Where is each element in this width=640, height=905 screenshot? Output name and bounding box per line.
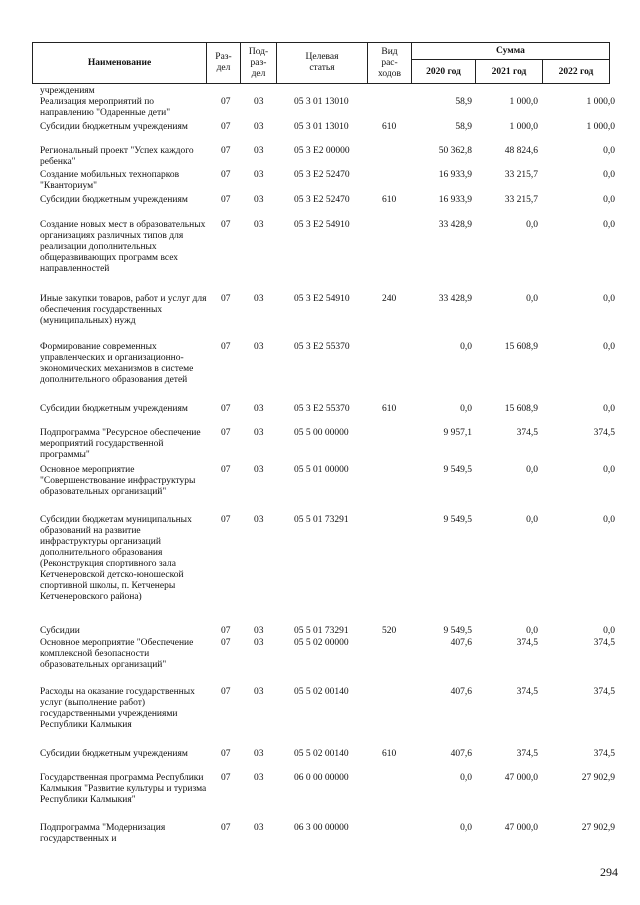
row-celevaya: 05 3 E2 54910	[294, 220, 350, 230]
row-2020: 16 933,9	[438, 170, 472, 180]
row-celevaya: 05 5 01 00000	[294, 465, 349, 475]
table-header	[32, 42, 610, 84]
row-name: Расходы на оказание государственных услуг (выполнение работ) государственными учреждениями Республики Калмыкия	[40, 687, 195, 730]
row-podrazdel: 03	[254, 195, 264, 205]
row-2021: 15 608,9	[504, 404, 538, 414]
row-2021: 374,5	[516, 687, 538, 697]
row-2022: 374,5	[593, 638, 615, 648]
row-razdel: 07	[221, 404, 231, 414]
row-2021: 47 000,0	[504, 823, 538, 833]
row-celevaya: 05 5 02 00140	[294, 687, 349, 697]
row-razdel: 07	[221, 465, 231, 475]
row-razdel: 07	[221, 638, 231, 648]
row-2021: 15 608,9	[504, 342, 538, 352]
row-podrazdel: 03	[254, 122, 264, 132]
row-podrazdel: 03	[254, 170, 264, 180]
row-celevaya: 05 5 00 00000	[294, 428, 349, 438]
row-podrazdel: 03	[254, 687, 264, 697]
row-2021: 0,0	[526, 515, 538, 525]
row-vid: 610	[382, 195, 397, 205]
row-celevaya: 05 3 E2 52470	[294, 195, 350, 205]
row-name: Иные закупки товаров, работ и услуг для обеспечения государственных (муниципальных) нужд	[40, 294, 207, 326]
row-podrazdel: 03	[254, 773, 264, 783]
row-podrazdel: 03	[254, 404, 264, 414]
row-2021: 374,5	[516, 749, 538, 759]
row-podrazdel: 03	[254, 749, 264, 759]
row-2021: 33 215,7	[504, 195, 538, 205]
row-razdel: 07	[221, 428, 231, 438]
header-vid: Вид рас- ходов	[368, 43, 412, 83]
row-celevaya: 05 3 01 13010	[294, 122, 349, 132]
row-podrazdel: 03	[254, 626, 264, 636]
row-podrazdel: 03	[254, 515, 264, 525]
row-2021: 374,5	[516, 638, 538, 648]
row-celevaya: 06 0 00 00000	[294, 773, 349, 783]
row-2022: 374,5	[593, 749, 615, 759]
row-2020: 58,9	[455, 97, 472, 107]
row-2020: 9 549,5	[443, 515, 472, 525]
row-name: Субсидии бюджетам муниципальных образований на развитие инфраструктуры организаций дополнительного образования (Реконструкция спортивного зала Кетченеровской детско-юношеской спортивной школы, п. Кетченеры Кетченеровского района)	[40, 515, 192, 602]
row-razdel: 07	[221, 515, 231, 525]
row-2020: 407,6	[450, 749, 472, 759]
row-razdel: 07	[221, 122, 231, 132]
row-name: Создание мобильных технопарков "Кванториум"	[40, 170, 180, 191]
row-celevaya: 05 5 02 00000	[294, 638, 349, 648]
row-2022: 0,0	[603, 515, 615, 525]
row-podrazdel: 03	[254, 823, 264, 833]
row-2022: 0,0	[603, 170, 615, 180]
row-podrazdel: 03	[254, 342, 264, 352]
row-2020: 0,0	[460, 404, 472, 414]
header-summa: Сумма	[412, 43, 610, 60]
row-2022: 0,0	[603, 294, 615, 304]
row-name: Реализация мероприятий по направлению "Одаренные дети"	[40, 97, 171, 118]
row-podrazdel: 03	[254, 294, 264, 304]
row-name: Основное мероприятие "Обеспечение комплексной безопасности образовательных организаций"	[40, 638, 194, 670]
header-podrazdel: Под- раз- дел	[241, 43, 277, 83]
row-razdel: 07	[221, 170, 231, 180]
row-name: Субсидии бюджетным учреждениям	[40, 122, 188, 132]
row-2021: 1 000,0	[509, 97, 538, 107]
row-2022: 0,0	[603, 146, 615, 156]
row-celevaya: 05 3 E2 52470	[294, 170, 350, 180]
row-celevaya: 05 3 E2 54910	[294, 294, 350, 304]
row-vid: 610	[382, 122, 397, 132]
row-2022: 1 000,0	[586, 97, 615, 107]
row-2021: 374,5	[516, 428, 538, 438]
row-razdel: 07	[221, 220, 231, 230]
row-2022: 1 000,0	[586, 122, 615, 132]
row-celevaya: 05 3 01 13010	[294, 97, 349, 107]
row-vid: 610	[382, 749, 397, 759]
row-name: Государственная программа Республики Калмыкия "Развитие культуры и туризма Республики Калмыкия"	[40, 773, 207, 805]
row-2021: 0,0	[526, 294, 538, 304]
row-name: Создание новых мест в образовательных организациях различных типов для реализации дополнительных общеразвивающих программ всех направленностей	[40, 220, 206, 274]
row-podrazdel: 03	[254, 638, 264, 648]
row-2021: 0,0	[526, 626, 538, 636]
row-name: Субсидии бюджетным учреждениям	[40, 404, 188, 414]
row-2021: 48 824,6	[504, 146, 538, 156]
row-podrazdel: 03	[254, 146, 264, 156]
row-vid: 610	[382, 404, 397, 414]
row-celevaya: 05 3 E2 55370	[294, 404, 350, 414]
row-2021: 1 000,0	[509, 122, 538, 132]
row-2020: 9 549,5	[443, 465, 472, 475]
row-podrazdel: 03	[254, 428, 264, 438]
row-2022: 0,0	[603, 220, 615, 230]
row-2020: 0,0	[460, 823, 472, 833]
row-celevaya: 05 5 02 00140	[294, 749, 349, 759]
row-podrazdel: 03	[254, 465, 264, 475]
header-2021: 2021 год	[476, 60, 543, 83]
row-2022: 0,0	[603, 404, 615, 414]
row-razdel: 07	[221, 342, 231, 352]
row-2022: 0,0	[603, 342, 615, 352]
row-2021: 0,0	[526, 220, 538, 230]
row-2022: 27 902,9	[581, 773, 615, 783]
row-2020: 16 933,9	[438, 195, 472, 205]
row-name: учреждениям	[40, 86, 95, 96]
row-2020: 9 957,1	[443, 428, 472, 438]
row-razdel: 07	[221, 687, 231, 697]
row-2021: 33 215,7	[504, 170, 538, 180]
row-2022: 0,0	[603, 626, 615, 636]
row-razdel: 07	[221, 749, 231, 759]
row-razdel: 07	[221, 97, 231, 107]
row-name: Субсидии бюджетным учреждениям	[40, 749, 188, 759]
row-celevaya: 05 3 E2 00000	[294, 146, 350, 156]
row-2020: 33 428,9	[438, 220, 472, 230]
row-name: Субсидии бюджетным учреждениям	[40, 195, 188, 205]
row-razdel: 07	[221, 294, 231, 304]
row-2020: 0,0	[460, 342, 472, 352]
row-name: Субсидии	[40, 626, 80, 636]
row-razdel: 07	[221, 146, 231, 156]
row-2022: 374,5	[593, 428, 615, 438]
header-2020: 2020 год	[412, 60, 476, 83]
row-2021: 0,0	[526, 465, 538, 475]
row-name: Подпрограмма "Ресурсное обеспечение мероприятий государственной программы"	[40, 428, 201, 460]
row-2020: 407,6	[450, 687, 472, 697]
row-razdel: 07	[221, 823, 231, 833]
page-number: 294	[600, 865, 618, 879]
row-2022: 0,0	[603, 465, 615, 475]
row-razdel: 07	[221, 195, 231, 205]
row-podrazdel: 03	[254, 220, 264, 230]
row-2022: 27 902,9	[581, 823, 615, 833]
row-name: Основное мероприятие "Совершенствование инфраструктуры образовательных организаций"	[40, 465, 196, 497]
header-2022: 2022 год	[543, 60, 610, 83]
header-celevaya: Целевая статья	[277, 43, 368, 83]
row-2020: 0,0	[460, 773, 472, 783]
row-podrazdel: 03	[254, 97, 264, 107]
header-razdel: Раз- дел	[207, 43, 241, 83]
header-name: Наименование	[32, 43, 207, 83]
row-name: Формирование современных управленческих и организационно-экономических механизмов в системе дополнительного образования детей	[40, 342, 194, 385]
row-2021: 47 000,0	[504, 773, 538, 783]
row-2020: 58,9	[455, 122, 472, 132]
row-name: Региональный проект "Успех каждого ребенка"	[40, 146, 194, 167]
row-vid: 240	[382, 294, 397, 304]
row-vid: 520	[382, 626, 397, 636]
row-2020: 407,6	[450, 638, 472, 648]
row-name: Подпрограмма "Модернизация государственных и	[40, 823, 166, 844]
row-2020: 33 428,9	[438, 294, 472, 304]
row-2020: 9 549,5	[443, 626, 472, 636]
row-celevaya: 05 3 E2 55370	[294, 342, 350, 352]
row-razdel: 07	[221, 626, 231, 636]
row-celevaya: 05 5 01 73291	[294, 515, 349, 525]
row-2022: 0,0	[603, 195, 615, 205]
row-celevaya: 05 5 01 73291	[294, 626, 349, 636]
row-2022: 374,5	[593, 687, 615, 697]
row-celevaya: 06 3 00 00000	[294, 823, 349, 833]
row-2020: 50 362,8	[438, 146, 472, 156]
row-razdel: 07	[221, 773, 231, 783]
